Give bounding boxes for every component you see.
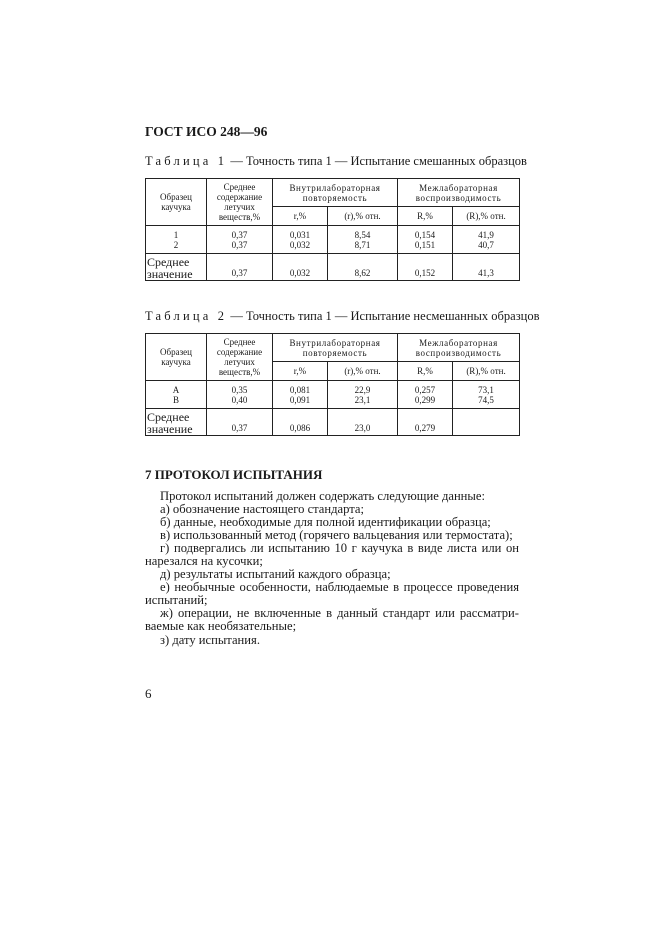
table1: [145, 178, 520, 281]
table2-mean-content: 0,37: [207, 409, 273, 436]
table2-mean-r: 0,086: [273, 409, 328, 436]
table2-cell: 0,299: [414, 394, 436, 405]
table1-mean-r-rel: 8,62: [328, 254, 398, 281]
table-row-mean: [146, 254, 520, 281]
table2-cell: B: [172, 394, 179, 405]
table2-cell: 23,1: [354, 394, 371, 405]
table1-header-repeatability: Внутрилабораторная повторяемость: [273, 179, 398, 207]
list-item: е) необычные особенности, наблюдаемые в процессе проведения: [160, 580, 519, 594]
list-item: в) использованный метод (горячего вальцевания или термостата);: [160, 528, 513, 542]
table2-header-reproducibility: Межлабораторная воспроизводимость: [398, 334, 520, 362]
table2-caption-text: — Точность типа 1 — Испытание несмешанных образцов: [230, 309, 540, 323]
table1-header-sample: Образец каучука: [146, 179, 207, 226]
table2-mean-R: 0,279: [398, 409, 453, 436]
table2-cell: 22,9: [354, 384, 371, 395]
table1-cell: 0,154: [414, 229, 436, 240]
table1-cell: 0,031: [289, 229, 311, 240]
table2-header-content: Среднее содержание летучих веществ,%: [207, 334, 273, 381]
table2-cell: 0,35: [231, 384, 248, 395]
table2-cell: 0,091: [289, 394, 311, 405]
table1-mean-R: 0,152: [398, 254, 453, 281]
table2-mean-label: Среднее значение: [146, 409, 207, 436]
list-item: ж) операции, не включенные в данный стандарт или рассматри-: [160, 606, 519, 620]
table2-cell: 73,1: [478, 384, 494, 395]
table2-header-R: R,%: [398, 362, 453, 381]
section-intro: Протокол испытаний должен содержать следующие данные:: [160, 489, 485, 503]
table2-mean-r-rel: 23,0: [328, 409, 398, 436]
table2-cell: 0,40: [231, 394, 248, 405]
table1-header-r: r,%: [273, 207, 328, 226]
table2-caption: [145, 309, 539, 324]
table1-cell: 41,9: [478, 229, 494, 240]
table1-cell: 0,151: [414, 239, 436, 250]
list-item: г) подвергались ли испытанию 10 г каучука в виде листа или он: [160, 541, 519, 555]
table2-header-sample: Образец каучука: [146, 334, 207, 381]
table-row-mean: [146, 409, 520, 436]
table1-cell: 0,37: [231, 229, 248, 240]
table2-header-r-rel: (r),% отн.: [328, 362, 398, 381]
table2: [145, 333, 520, 436]
table2-header-R-rel: (R),% отн.: [453, 362, 520, 381]
table-row: [146, 226, 520, 254]
table1-cell: 0,032: [289, 239, 311, 250]
table2-cell: 74,5: [478, 394, 494, 405]
table1-header-R-rel: (R),% отн.: [453, 207, 520, 226]
list-item-continuation: нарезался на кусочки;: [145, 554, 263, 568]
table1-cell: 1: [173, 229, 179, 240]
list-item: д) результаты испытаний каждого образца;: [160, 567, 391, 581]
document-code: ГОСТ ИСО 248—96: [145, 124, 268, 139]
table2-cell: 0,081: [289, 384, 311, 395]
table1-cell: 0,37: [231, 239, 248, 250]
table1-cell: 2: [173, 239, 179, 250]
table1-header-R: R,%: [398, 207, 453, 226]
table1-caption: [145, 154, 527, 169]
table1-mean-r: 0,032: [273, 254, 328, 281]
list-item: з) дату испытания.: [160, 633, 260, 647]
table2-caption-word: Таблица 2: [145, 309, 228, 323]
section-heading: 7 ПРОТОКОЛ ИСПЫТАНИЯ: [145, 467, 323, 482]
table1-cell: 8,71: [354, 239, 371, 250]
table2-header-r: r,%: [273, 362, 328, 381]
table1-mean-label: Среднее значение: [146, 254, 207, 281]
table1-header-content: Среднее содержание летучих веществ,%: [207, 179, 273, 226]
table2-mean-R-rel: [453, 409, 520, 436]
table1-cell: 40,7: [478, 239, 494, 250]
list-item-continuation: испытаний;: [145, 593, 208, 607]
table2-cell: A: [172, 384, 180, 395]
table-row: [146, 381, 520, 409]
list-item: а) обозначение настоящего стандарта;: [160, 502, 365, 516]
list-item: б) данные, необходимые для полной идентификации образца;: [160, 515, 491, 529]
page-number: 6: [145, 686, 152, 701]
table1-cell: 8,54: [354, 229, 371, 240]
table1-header-reproducibility: Межлабораторная воспроизводимость: [398, 179, 520, 207]
list-item-continuation: ваемые как необязательные;: [145, 619, 297, 633]
table1-mean-content: 0,37: [207, 254, 273, 281]
table2-cell: 0,257: [414, 384, 436, 395]
table1-caption-word: Таблица 1: [145, 154, 228, 168]
table1-header-r-rel: (r),% отн.: [328, 207, 398, 226]
table1-mean-R-rel: 41,3: [453, 254, 520, 281]
table1-caption-text: — Точность типа 1 — Испытание смешанных образцов: [230, 154, 527, 168]
table2-header-repeatability: Внутрилабораторная повторяемость: [273, 334, 398, 362]
